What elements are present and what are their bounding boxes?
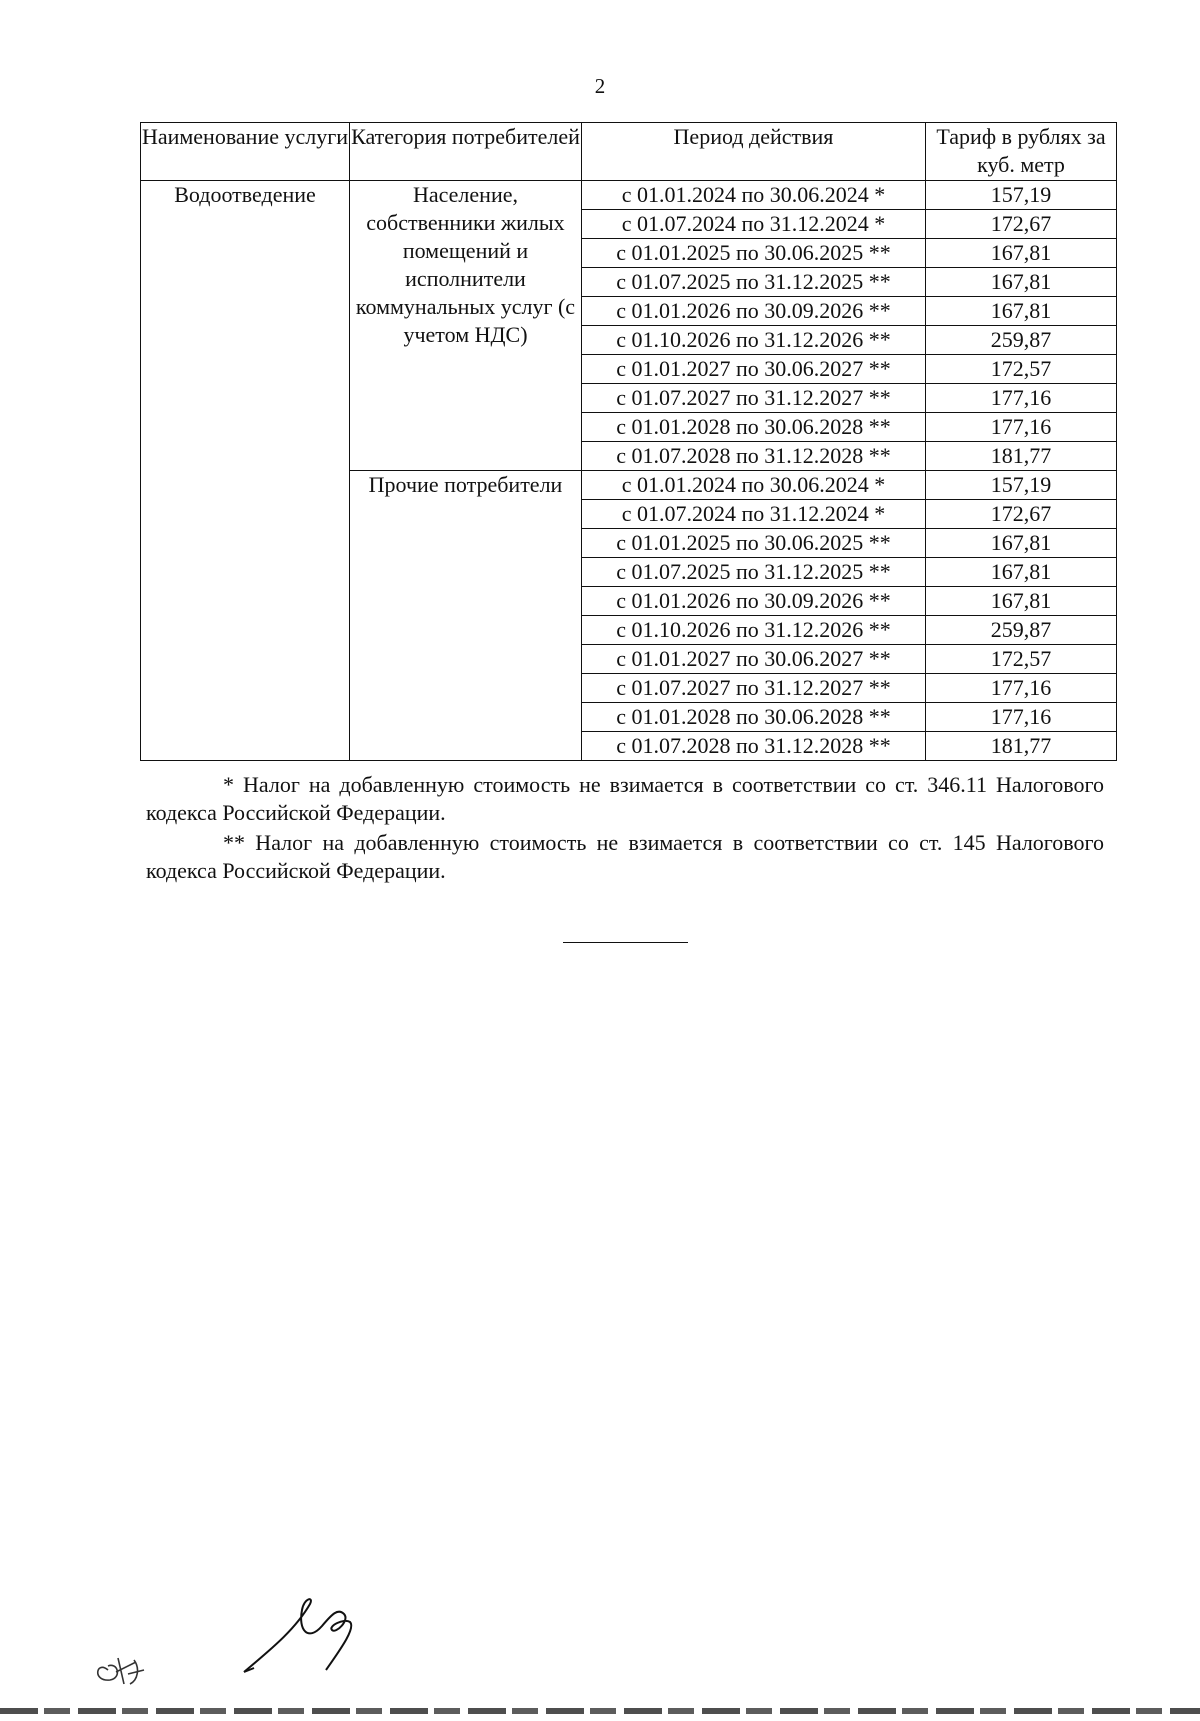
footnotes — [146, 771, 1104, 887]
initials-mark — [88, 1640, 158, 1690]
tariff-cell: 181,77 — [926, 732, 1117, 761]
tariff-cell: 259,87 — [926, 326, 1117, 355]
period-cell: с 01.07.2024 по 31.12.2024 * — [582, 210, 926, 239]
period-cell: с 01.07.2027 по 31.12.2027 ** — [582, 674, 926, 703]
header-service: Наименование услуги — [141, 123, 350, 181]
header-tariff: Тариф в рублях за куб. метр — [926, 123, 1117, 181]
tariff-cell: 181,77 — [926, 442, 1117, 471]
scan-edge-artifact — [0, 1708, 1200, 1714]
tariff-cell: 167,81 — [926, 239, 1117, 268]
period-cell: с 01.01.2024 по 30.06.2024 * — [582, 181, 926, 210]
period-cell: с 01.01.2026 по 30.09.2026 ** — [582, 297, 926, 326]
period-cell: с 01.07.2027 по 31.12.2027 ** — [582, 384, 926, 413]
period-cell: с 01.01.2024 по 30.06.2024 * — [582, 471, 926, 500]
period-cell: с 01.01.2028 по 30.06.2028 ** — [582, 413, 926, 442]
end-rule — [563, 942, 688, 943]
period-cell: с 01.01.2028 по 30.06.2028 ** — [582, 703, 926, 732]
tariff-cell: 172,67 — [926, 500, 1117, 529]
table-header-row — [141, 123, 1117, 181]
tariff-cell: 177,16 — [926, 413, 1117, 442]
tariff-cell: 157,19 — [926, 471, 1117, 500]
header-category: Категория потребителей — [350, 123, 582, 181]
tariff-cell: 157,19 — [926, 181, 1117, 210]
tariff-cell: 172,67 — [926, 210, 1117, 239]
tariff-cell: 177,16 — [926, 384, 1117, 413]
category-population: Население, собственники жилых помещений и исполнители коммунальных услуг (с учетом НДС) — [350, 181, 582, 471]
tariff-table — [140, 122, 1117, 761]
table-row — [141, 181, 1117, 210]
tariff-cell: 172,57 — [926, 645, 1117, 674]
tariff-cell: 259,87 — [926, 616, 1117, 645]
period-cell: с 01.07.2028 по 31.12.2028 ** — [582, 732, 926, 761]
period-cell: с 01.10.2026 по 31.12.2026 ** — [582, 326, 926, 355]
signature-mark — [240, 1590, 370, 1680]
category-other: Прочие потребители — [350, 471, 582, 761]
period-cell: с 01.07.2028 по 31.12.2028 ** — [582, 442, 926, 471]
page-number: 2 — [594, 74, 606, 98]
period-cell: с 01.01.2026 по 30.09.2026 ** — [582, 587, 926, 616]
tariff-cell: 172,57 — [926, 355, 1117, 384]
period-cell: с 01.07.2025 по 31.12.2025 ** — [582, 268, 926, 297]
period-cell: с 01.01.2025 по 30.06.2025 ** — [582, 529, 926, 558]
footnote-double-asterisk: ** Налог на добавленную стоимость не взимается в соответствии со ст. 145 Налогового кодекса Российской Федерации. — [146, 830, 1104, 883]
tariff-cell: 177,16 — [926, 703, 1117, 732]
footnote-single-asterisk: * Налог на добавленную стоимость не взимается в соответствии со ст. 346.11 Налогового кодекса Российской Федерации. — [146, 772, 1104, 825]
period-cell: с 01.01.2027 по 30.06.2027 ** — [582, 355, 926, 384]
period-cell: с 01.01.2027 по 30.06.2027 ** — [582, 645, 926, 674]
tariff-cell: 167,81 — [926, 297, 1117, 326]
tariff-cell: 177,16 — [926, 674, 1117, 703]
period-cell: с 01.07.2024 по 31.12.2024 * — [582, 500, 926, 529]
tariff-cell: 167,81 — [926, 529, 1117, 558]
service-name: Водоотведение — [141, 181, 350, 761]
header-period: Период действия — [582, 123, 926, 181]
tariff-cell: 167,81 — [926, 268, 1117, 297]
tariff-cell: 167,81 — [926, 587, 1117, 616]
tariff-cell: 167,81 — [926, 558, 1117, 587]
period-cell: с 01.07.2025 по 31.12.2025 ** — [582, 558, 926, 587]
period-cell: с 01.01.2025 по 30.06.2025 ** — [582, 239, 926, 268]
period-cell: с 01.10.2026 по 31.12.2026 ** — [582, 616, 926, 645]
